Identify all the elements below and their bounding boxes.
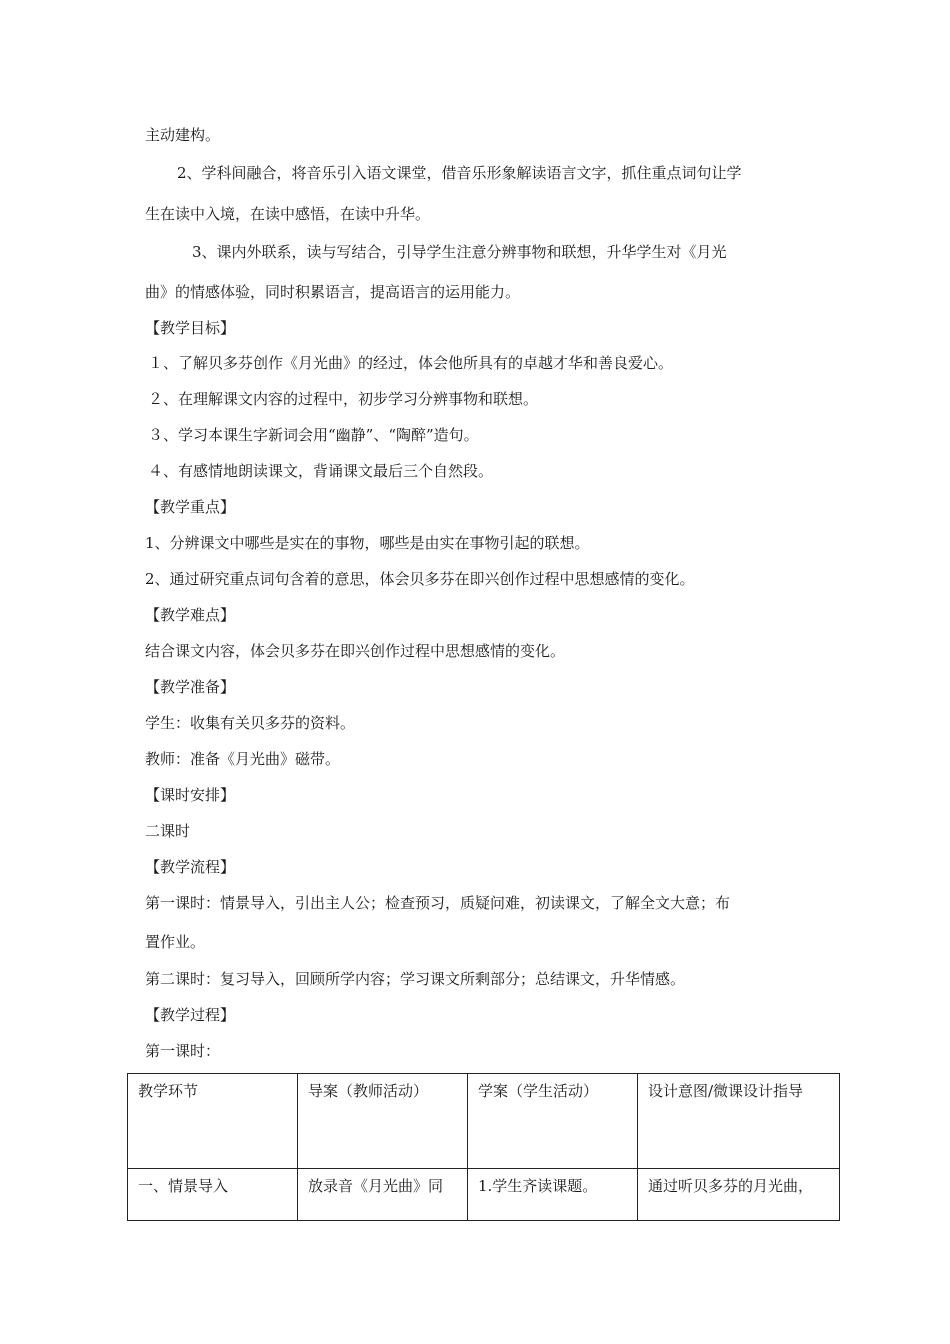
difficulty-text: 结合课文内容，体会贝多芬在即兴创作过程中思想感情的变化。	[145, 642, 566, 660]
paragraph-line: 生在读中入境，在读中感悟，在读中升华。	[145, 205, 431, 223]
paragraph-line: 2、学科间融合，将音乐引入语文课堂，借音乐形象解读语言文字，抓住重点词句让学	[177, 164, 742, 182]
section-heading-preparation: 【教学准备】	[145, 678, 236, 696]
preparation-student: 学生：收集有关贝多芬的资料。	[145, 714, 356, 732]
paragraph-line: 主动建构。	[145, 126, 221, 144]
section-heading-process: 【教学过程】	[145, 1006, 236, 1024]
schedule-text: 二课时	[145, 822, 191, 840]
lesson-table	[127, 1073, 840, 1221]
table-header-cell: 教学环节	[128, 1074, 298, 1169]
key-point-item: 1、分辨课文中哪些是实在的事物，哪些是由实在事物引起的联想。	[145, 534, 590, 552]
table-header-cell: 设计意图/微课设计指导	[638, 1074, 840, 1169]
flow-second-lesson: 第二课时：复习导入，回顾所学内容；学习课文所剩部分；总结课文，升华情感。	[145, 970, 686, 988]
goal-item: ２、在理解课文内容的过程中，初步学习分辨事物和联想。	[148, 390, 539, 408]
goal-item: ３、学习本课生字新词会用“幽静”、“陶醉”造句。	[148, 426, 479, 444]
section-heading-difficulty: 【教学难点】	[145, 606, 236, 624]
section-heading-key-points: 【教学重点】	[145, 498, 236, 516]
section-heading-schedule: 【课时安排】	[145, 786, 236, 804]
table-row	[128, 1169, 840, 1221]
goal-item: ４、有感情地朗读课文，背诵课文最后三个自然段。	[148, 462, 494, 480]
table-header-cell: 学案（学生活动）	[468, 1074, 638, 1169]
flow-first-lesson: 第一课时：情景导入，引出主人公；检查预习，质疑问难，初读课文，了解全文大意；布	[145, 894, 731, 912]
table-header-cell: 导案（教师活动）	[298, 1074, 468, 1169]
table-cell: 放录音《月光曲》同	[298, 1169, 468, 1221]
table-cell: 通过听贝多芬的月光曲，	[638, 1169, 840, 1221]
table-cell: 1.学生齐读课题。	[468, 1169, 638, 1221]
section-heading-goals: 【教学目标】	[145, 319, 236, 337]
paragraph-line: 曲》的情感体验，同时积累语言，提高语言的运用能力。	[145, 283, 521, 301]
table-header-row	[128, 1074, 840, 1169]
key-point-item: 2、通过研究重点词句含着的意思，体会贝多芬在即兴创作过程中思想感情的变化。	[145, 570, 695, 588]
goal-item: １、了解贝多芬创作《月光曲》的经过，体会他所具有的卓越才华和善良爱心。	[148, 354, 674, 372]
preparation-teacher: 教师：准备《月光曲》磁带。	[145, 750, 341, 768]
section-heading-flow: 【教学流程】	[145, 858, 236, 876]
process-subheading: 第一课时：	[145, 1042, 221, 1060]
paragraph-line: 3、课内外联系，读与写结合，引导学生注意分辨事物和联想，升华学生对《月光	[192, 243, 727, 261]
flow-first-lesson-cont: 置作业。	[145, 933, 206, 951]
table-cell: 一、情景导入	[128, 1169, 298, 1221]
